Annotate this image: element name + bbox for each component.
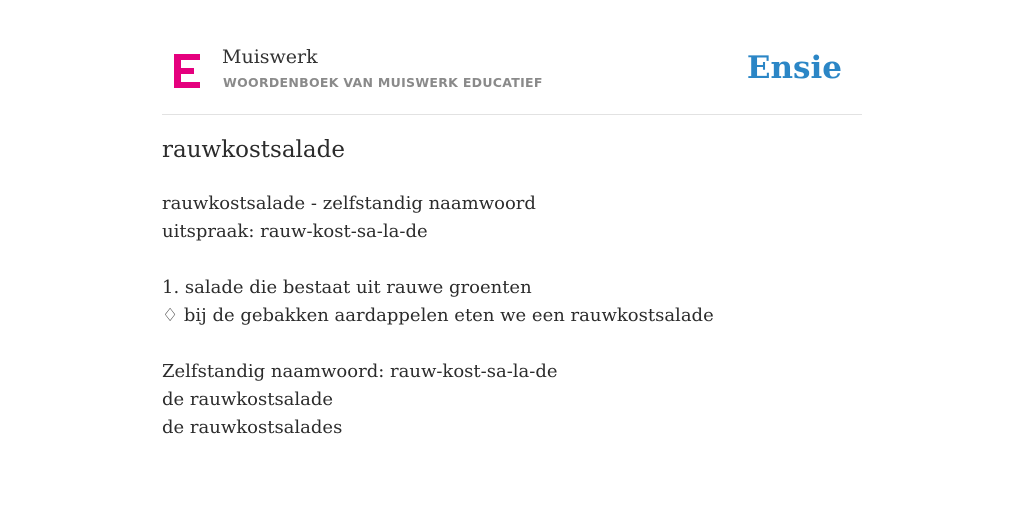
muiswerk-logo-icon[interactable] xyxy=(174,54,200,88)
entry-line-hyphenation: Zelfstandig naamwoord: rauw-kost-sa-la-de xyxy=(162,361,558,382)
ensie-logo[interactable]: Ensie xyxy=(746,50,842,86)
definition-entry xyxy=(162,190,714,442)
entry-line-pos: rauwkostsalade - zelfstandig naamwoord xyxy=(162,193,536,214)
entry-line-example: ♢ bij de gebakken aardappelen eten we een rauwkostsalade xyxy=(162,305,714,326)
entry-line-plural: de rauwkostsalades xyxy=(162,417,343,438)
entry-line-singular: de rauwkostsalade xyxy=(162,389,334,410)
page-title: rauwkostsalade xyxy=(162,137,345,163)
entry-line-definition: 1. salade die bestaat uit rauwe groenten xyxy=(162,277,532,298)
source-subtitle: WOORDENBOEK VAN MUISWERK EDUCATIEF xyxy=(223,75,543,90)
entry-line-blank xyxy=(162,330,714,358)
entry-line-pronunciation: uitspraak: rauw-kost-sa-la-de xyxy=(162,221,428,242)
site-header xyxy=(162,40,862,115)
entry-line-blank xyxy=(162,246,714,274)
source-name[interactable]: Muiswerk xyxy=(222,46,318,68)
